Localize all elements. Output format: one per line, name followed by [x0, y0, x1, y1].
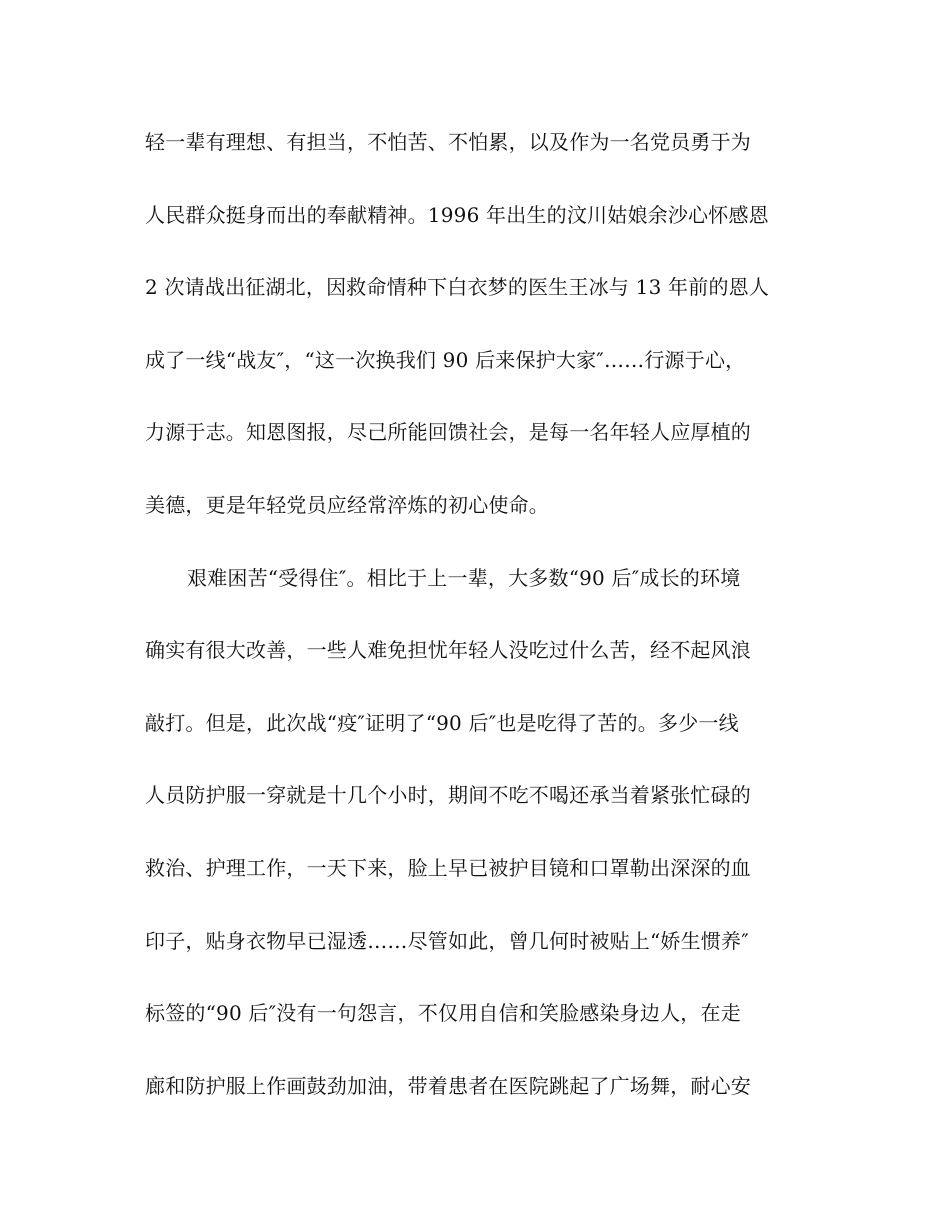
text-line-5: 力源于志。知恩图报，尽己所能回馈社会，是每一名年轻人应厚植的 — [145, 420, 751, 444]
text-line-10: 人员防护服一穿就是十几个小时，期间不吃不喝还承当着紧张忙碌的 — [145, 783, 751, 807]
text-line-9: 敲打。但是，此次战“疫″证明了“90 后″也是吃得了苦的。多少一线 — [145, 711, 739, 735]
text-line-8: 确实有很大改善，一些人难免担忧年轻人没吃过什么苦，经不起风浪 — [145, 638, 751, 662]
text-line-3: 2 次请战出征湖北，因救命情种下白衣梦的医生王冰与 13 年前的恩人 — [145, 275, 770, 299]
text-line-12: 印子，贴身衣物早已湿透……尽管如此，曾几何时被贴上“娇生惯养″ — [145, 929, 749, 953]
text-line-13: 标签的“90 后″没有一句怨言，不仅用自信和笑脸感染身边人，在走 — [145, 1001, 741, 1025]
text-line-2: 人民群众挺身而出的奉献精神。1996 年出生的汶川姑娘余沙心怀感恩 — [145, 203, 769, 227]
text-line-6: 美德，更是年轻党员应经常淬炼的初心使命。 — [145, 493, 549, 517]
text-line-4: 成了一线“战友″，“这一次换我们 90 后来保护大家″……行源于心， — [145, 348, 746, 372]
text-line-1: 轻一辈有理想、有担当，不怕苦、不怕累，以及作为一名党员勇于为 — [145, 130, 751, 154]
text-line-11: 救治、护理工作，一天下来，脸上早已被护目镜和口罩勒出深深的血 — [145, 856, 751, 880]
paragraph-start-line: 艰难困苦“受得住″。相比于上一辈，大多数“90 后″成长的环境 — [187, 566, 741, 590]
text-line-14: 廊和防护服上作画鼓劲加油，带着患者在医院跳起了广场舞，耐心安 — [145, 1074, 751, 1098]
